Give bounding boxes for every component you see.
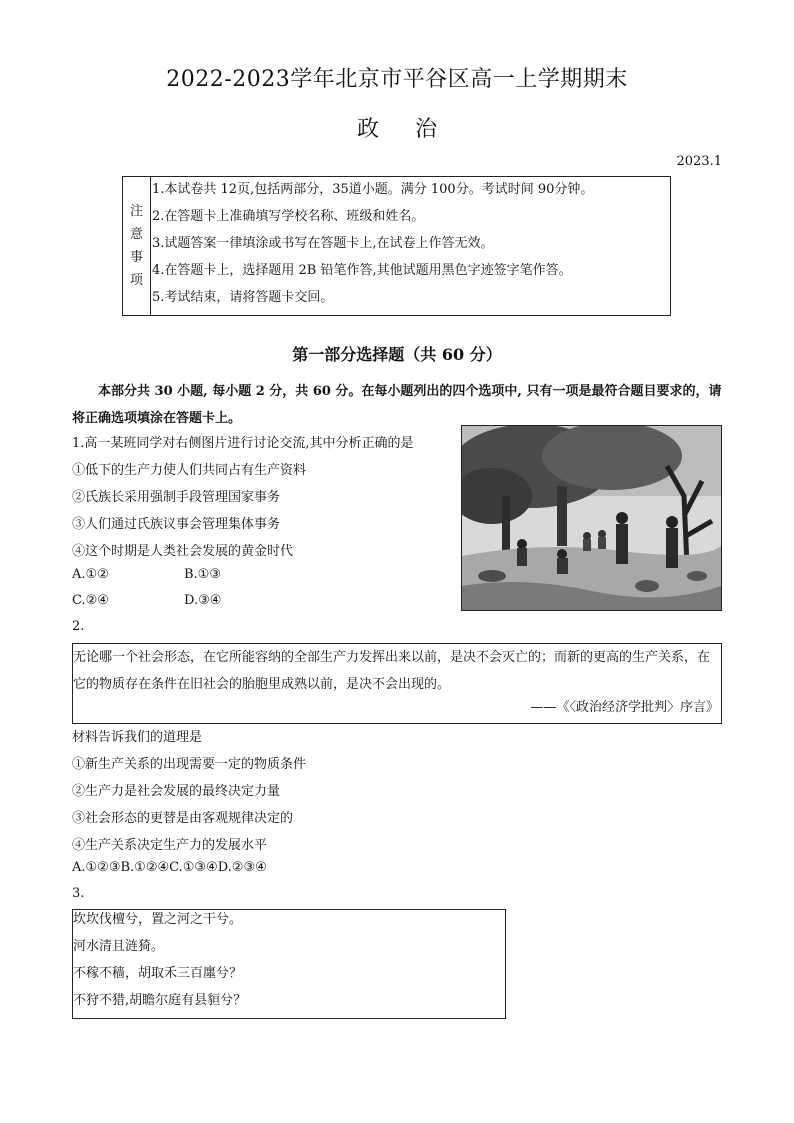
q2-options: A.①②③B.①②④C.①③④D.②③④ [72,860,267,875]
q2-stem: 材料告诉我们的道理是 [72,730,203,745]
notice-items [151,177,670,315]
notice-item: 4.在答题卡上，选择题用 2B 铅笔作答,其他试题用黑色字迹签字笔作答。 [152,263,572,278]
notice-label-char: 意 [129,227,143,242]
q1-statement: ①低下的生产力使人们共同占有生产资料 [72,463,307,478]
q2-statement: ③社会形态的更替是由客观规律决定的 [72,811,294,826]
q3-poem-line: 河水清且涟猗。 [73,939,165,954]
notice-item: 2.在答题卡上准确填写学校名称、班级和姓名。 [152,209,425,224]
q3-poem-line: 不稼不穑，胡取禾三百廛兮？ [73,966,243,981]
q2-statement: ④生产关系决定生产力的发展水平 [72,838,268,853]
q1-option-a: A.①② [72,567,109,582]
notice-label-char: 注 [129,204,143,219]
illustration-drawing [462,426,721,610]
q1-statement: ③人们通过氏族议事会管理集体事务 [72,517,281,532]
q1-option-d: D.③④ [184,593,222,608]
q2-number: 2. [72,619,85,634]
notice-item: 1.本试卷共 12页,包括两部分，35道小题。满分 100分。考试时间 90分钟。 [152,182,594,197]
q1-stem: 1.高一某班同学对右侧图片进行讨论交流,其中分析正确的是 [72,436,414,451]
part1-title: 第一部分选择题（共 60 分） [292,345,502,364]
notice-item: 5.考试结束，请将答题卡交回。 [152,290,334,305]
primitive-society-illustration [461,425,722,611]
q3-number: 3. [72,886,85,901]
notice-box [122,176,671,316]
q1-statement: ②氏族长采用强制手段管理国家事务 [72,490,281,505]
q3-poem-line: 不狩不猎,胡瞻尔庭有县貆兮？ [73,993,247,1008]
q1-option-b: B.①③ [184,567,221,582]
q2-statement: ①新生产关系的出现需要一定的物质条件 [72,757,307,772]
exam-subject: 政治 [356,117,473,142]
q2-quote-source: ——《〈政治经济学批判〉序言》 [530,700,719,715]
q2-quote-box [72,643,722,724]
exam-date: 2023.1 [676,154,722,169]
q2-statement: ②生产力是社会发展的最终决定力量 [72,784,281,799]
part1-intro: 本部分共 30 小题, 每小题 2 分，共 60 分。在每小题列出的四个选项中, 只有一项是最符合题目要求的，请将正确选项填涂在答题卡上。 [72,384,722,426]
exam-title: 2022-2023学年北京市平谷区高一上学期期末 [166,67,628,92]
q1-statement: ④这个时期是人类社会发展的黄金时代 [72,544,294,559]
notice-label [123,177,151,315]
q3-poem-line: 坎坎伐檀兮，置之河之干兮。 [73,912,243,927]
notice-item: 3.试题答案一律填涂或书写在答题卡上,在试卷上作答无效。 [152,236,494,251]
q1-option-c: C.②④ [72,593,109,608]
notice-label-char: 项 [129,273,143,288]
q3-poem-box [72,909,506,1019]
notice-label-char: 事 [129,250,143,265]
q2-quote-text: 无论哪一个社会形态，在它所能容纳的全部生产力发挥出来以前，是决不会灭亡的；而新的更高的生产关系，在它的物质存在条件在旧社会的胎胞里成熟以前，是决不会出现的。 [73,650,711,692]
